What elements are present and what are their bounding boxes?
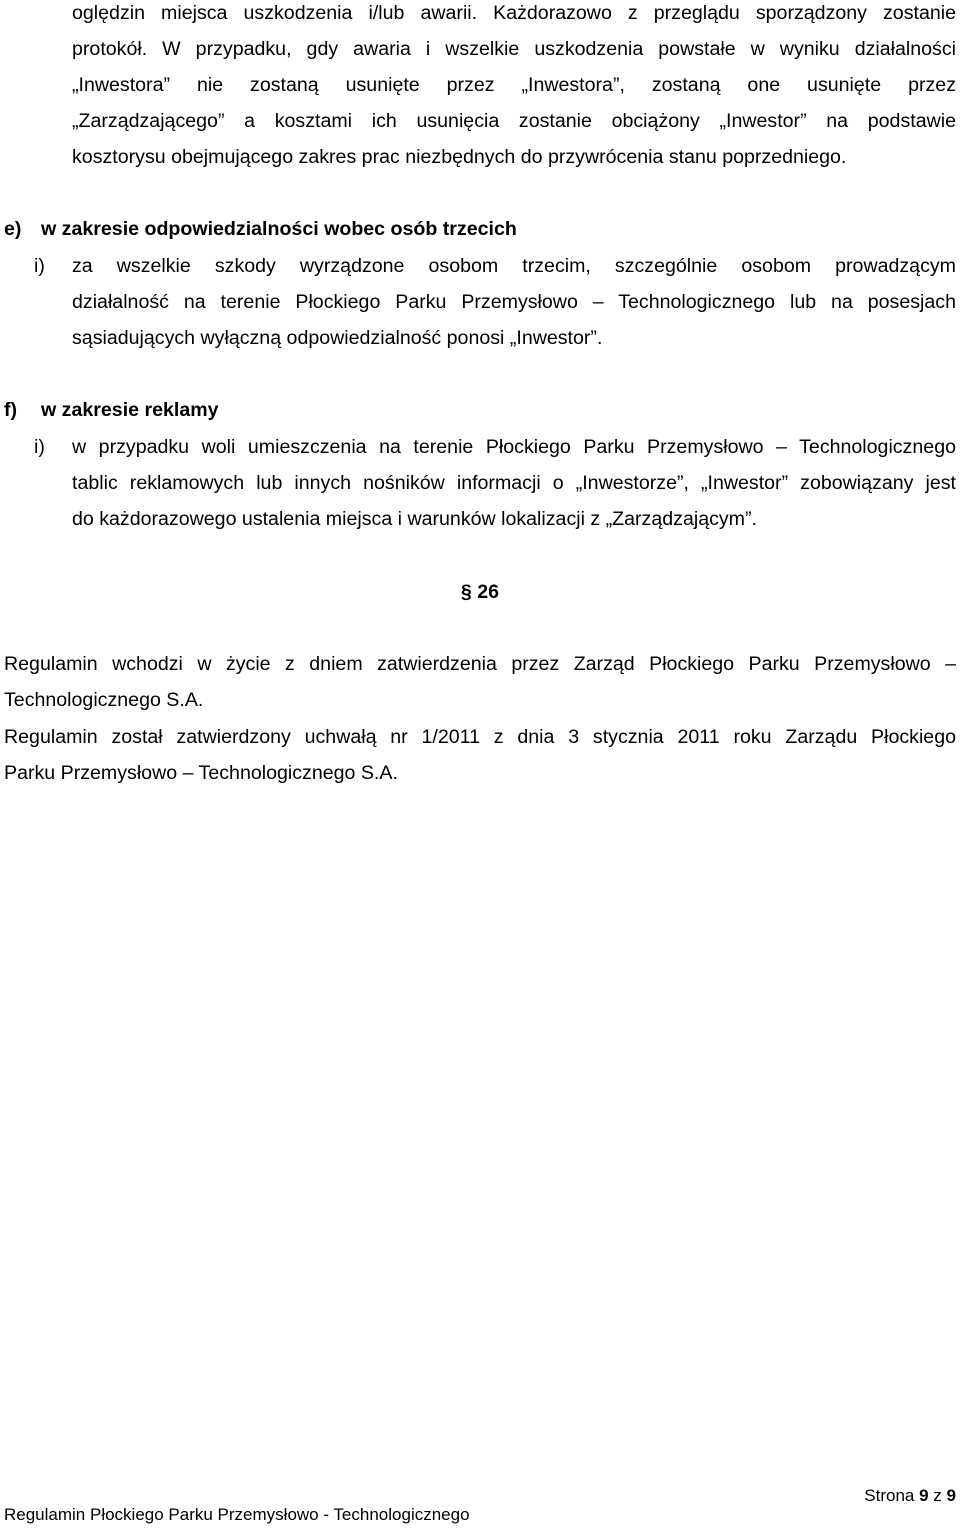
footer-document-title: Regulamin Płockiego Parku Przemysłowo - Technologicznego (4, 1505, 470, 1524)
page-number-total: 9 (946, 1486, 956, 1505)
page-number-prefix: Strona (864, 1486, 915, 1505)
paragraph-26-line: Parku Przemysłowo – Technologicznego S.A. (4, 762, 398, 784)
paragraph-26-title: § 26 (460, 581, 500, 603)
section-e-heading: w zakresie odpowiedzialności wobec osób trzecich (41, 218, 517, 240)
page-number-current: 9 (919, 1486, 929, 1505)
section-e-item-marker: i) (34, 255, 45, 277)
section-e-item-line: działalność na terenie Płockiego Parku Przemysłowo – Technologicznego lub na posesjach (72, 291, 956, 313)
intro-line: kosztorysu obejmującego zakres prac niezbędnych do przywrócenia stanu poprzedniego. (72, 146, 847, 168)
section-f-item-line: w przypadku woli umieszczenia na terenie Płockiego Parku Przemysłowo – Technologicznego (72, 436, 956, 458)
paragraph-26-line: Technologicznego S.A. (4, 689, 204, 711)
paragraph-26-line: Regulamin wchodzi w życie z dniem zatwierdzenia przez Zarząd Płockiego Parku Przemysłowo – (4, 653, 956, 675)
page-number (864, 1486, 956, 1506)
section-f-item-marker: i) (34, 436, 45, 458)
intro-line: oględzin miejsca uszkodzenia i/lub awarii. Każdorazowo z przeglądu sporządzony zostanie (72, 2, 956, 24)
section-e-item-line: sąsiadujących wyłączną odpowiedzialność ponosi „Inwestor”. (72, 327, 603, 349)
section-f-item-line: tablic reklamowych lub innych nośników informacji o „Inwestorze”, „Inwestor” zobowiązany jest (72, 472, 956, 494)
intro-line: protokół. W przypadku, gdy awaria i wszelkie uszkodzenia powstałe w wyniku działalności (72, 38, 956, 60)
section-e-item-line: za wszelkie szkody wyrządzone osobom trzecim, szczególnie osobom prowadzącym (72, 255, 956, 277)
section-f-marker: f) (4, 399, 18, 421)
section-f-item-line: do każdorazowego ustalenia miejsca i warunków lokalizacji z „Zarządzającym”. (72, 508, 757, 530)
intro-line: „Zarządzającego” a kosztami ich usunięcia zostanie obciążony „Inwestor” na podstawie (72, 110, 956, 132)
intro-line: „Inwestora” nie zostaną usunięte przez „Inwestora”, zostaną one usunięte przez (72, 74, 956, 96)
paragraph-26-line: Regulamin został zatwierdzony uchwałą nr 1/2011 z dnia 3 stycznia 2011 roku Zarządu Płockiego (4, 726, 956, 748)
page-number-separator: z (933, 1486, 942, 1505)
section-f-heading: w zakresie reklamy (41, 399, 219, 421)
section-e-marker: e) (4, 218, 22, 240)
